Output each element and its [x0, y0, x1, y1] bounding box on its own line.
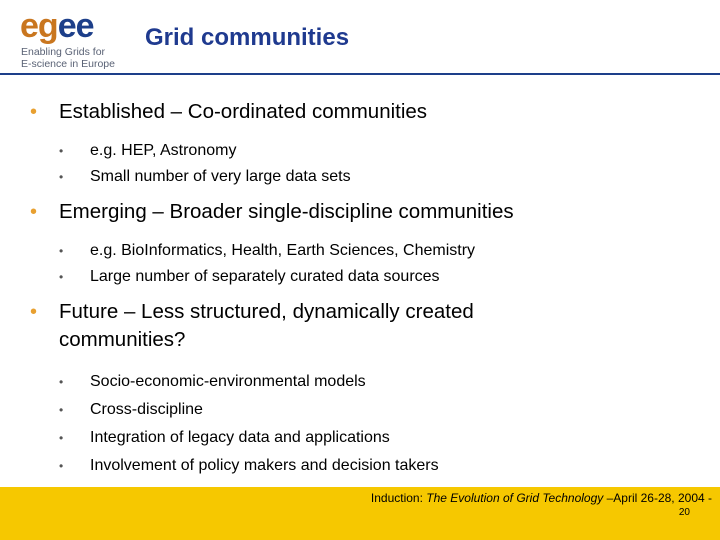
bullet-icon: • — [30, 301, 38, 323]
sub-bullet-text: Integration of legacy data and applications — [90, 429, 390, 446]
sub-bullet — [30, 396, 690, 424]
sub-bullet-icon: • — [59, 459, 64, 473]
logo-word-b: ee — [57, 7, 94, 45]
logo-tagline-1: Enabling Grids for — [21, 46, 106, 58]
established-items — [30, 138, 690, 190]
sub-bullet-icon: • — [59, 375, 64, 389]
slide-title: Grid communities — [145, 24, 350, 51]
logo-tagline-2: E-science in Europe — [21, 58, 115, 70]
logo-wordmark — [20, 6, 94, 46]
sub-bullet — [30, 238, 690, 264]
bullet-future — [30, 298, 690, 354]
sub-bullet-text: Involvement of policy makers and decision takers — [90, 457, 439, 474]
sub-bullet — [30, 264, 690, 290]
title-divider — [0, 73, 720, 75]
logo-tagline — [21, 46, 115, 70]
sub-bullet — [30, 424, 690, 452]
logo-word-a: eg — [20, 7, 58, 45]
sub-bullet — [30, 452, 690, 480]
bullet-icon: • — [30, 201, 38, 223]
sub-bullet-text: Socio-economic-environmental models — [90, 373, 366, 390]
sub-bullet — [30, 164, 690, 190]
sub-bullet-icon: • — [59, 244, 64, 258]
bullet-emerging — [30, 198, 690, 226]
future-items — [30, 368, 690, 480]
sub-bullet-text: Large number of separately curated data sources — [90, 268, 440, 285]
footer-text — [371, 491, 712, 505]
sub-bullet-icon: • — [59, 144, 64, 158]
sub-bullet — [30, 368, 690, 396]
heading-established: Established – Co-ordinated communities — [59, 100, 428, 123]
bullet-established — [30, 98, 690, 126]
heading-future-line2: communities? — [59, 328, 186, 351]
emerging-items — [30, 238, 690, 290]
footer-suffix: –April 26-28, 2004 - — [603, 491, 712, 505]
sub-bullet-icon: • — [59, 170, 64, 184]
sub-bullet-text: Cross-discipline — [90, 401, 203, 418]
footer-prefix: Induction: — [370, 491, 427, 505]
footer-italic: The Evolution of Grid Technology — [426, 491, 604, 505]
page-number: 20 — [678, 507, 690, 518]
footer-bar — [0, 487, 720, 540]
sub-bullet-text: e.g. BioInformatics, Health, Earth Sciences, Chemistry — [90, 242, 476, 259]
sub-bullet-text: Small number of very large data sets — [90, 168, 351, 185]
egee-logo — [20, 8, 120, 68]
sub-bullet-text: e.g. HEP, Astronomy — [90, 142, 237, 159]
heading-emerging: Emerging – Broader single-discipline communities — [59, 200, 514, 223]
bullet-icon: • — [30, 101, 38, 123]
sub-bullet-icon: • — [59, 270, 64, 284]
sub-bullet — [30, 138, 690, 164]
sub-bullet-icon: • — [59, 431, 64, 445]
sub-bullet-icon: • — [59, 403, 64, 417]
slide-content — [30, 98, 690, 488]
heading-future-line1: Future – Less structured, dynamically created — [59, 300, 474, 323]
